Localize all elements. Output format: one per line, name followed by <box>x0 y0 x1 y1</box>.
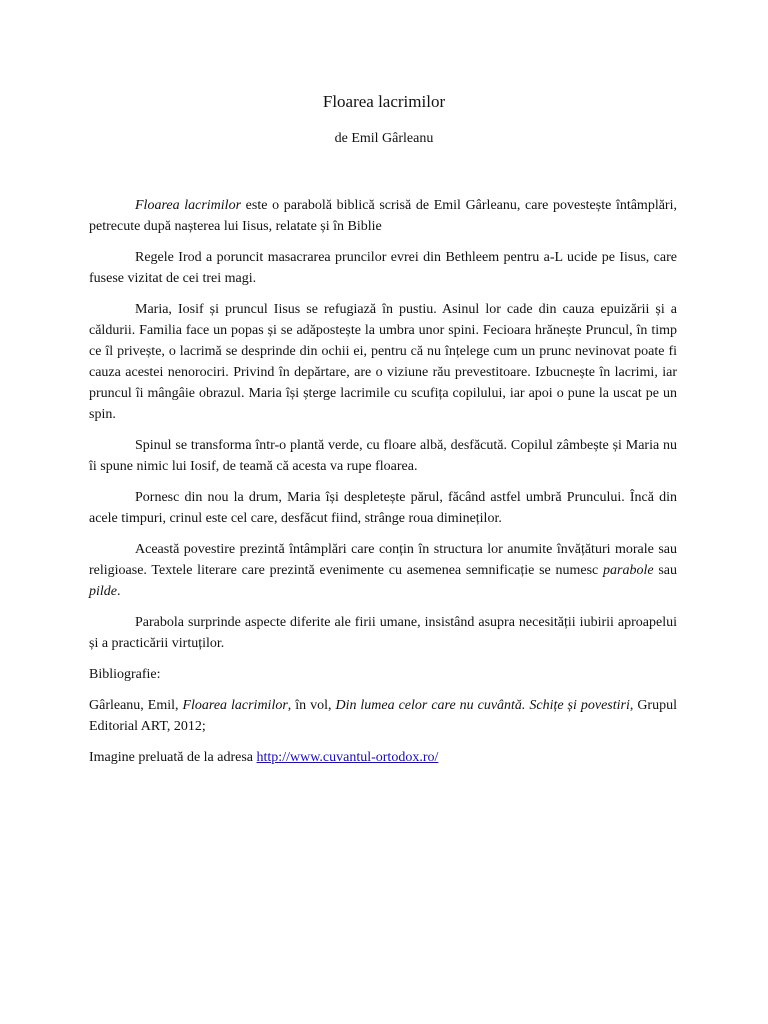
paragraph-1-text: este o parabolă biblică scrisă de Emil Gârleanu, care povestește întâmplări, petrecute după nașterea lui Iisus, relatate și în Biblie <box>89 198 677 234</box>
paragraph-6-sau: sau <box>653 563 677 578</box>
document-body <box>89 195 677 778</box>
paragraph-2: Regele Irod a poruncit masacrarea pruncilor evrei din Bethleem pentru a-L ucide pe Iisus, care fusese vizitat de cei trei magi. <box>89 250 677 286</box>
paragraph-6-text: Această povestire prezintă întâmplări care conțin în structura lor anumite învățături morale sau religioase. Textele literare care prezintă evenimente cu asemenea semnificație se numesc <box>89 542 677 578</box>
bibliography-heading: Bibliografie: <box>89 667 161 682</box>
paragraph-4: Spinul se transforma într-o plantă verde, cu floare albă, desfăcută. Copilul zâmbește și Maria nu îi spune nimic lui Iosif, de teamă că acesta va rupe floarea. <box>89 438 677 474</box>
source-link[interactable]: http://www.cuvantul-ortodox.ro/ <box>256 750 439 765</box>
image-source-text: Imagine preluată de la adresa <box>89 750 257 765</box>
paragraph-3: Maria, Iosif și pruncul Iisus se refugiază în pustiu. Asinul lor cade din cauza epuizării și a căldurii. Familia face un popas și se adăpostește la umbra unor spini. Fecioara hrănește Pruncul, în timp ce îl privește, o lacrimă se desprinde din ochii ei, pentru că nu înțelege cum un prunc nevinovat poate fi cauza acestei nenorociri. Privind în depărtare, are o viziune rău prevestitoare. Izbucnește în lacrimi, iar pruncul îi mângâie obrazul. Maria își șterge lacrimile cu scufița copilului, iar apoi o pune la uscat pe un spin. <box>89 302 677 422</box>
bib-publisher: , Grupul Editorial ART, 2012; <box>89 698 677 734</box>
paragraph-5: Pornesc din nou la drum, Maria își despletește părul, făcând astfel umbră Pruncului. Încă din acele timpuri, crinul este cel care, desfăcut fiind, strânge roua dimineților. <box>89 490 677 526</box>
paragraph-6-end: . <box>117 584 121 599</box>
document-title: Floarea lacrimilor <box>322 92 446 111</box>
document-author: de Emil Gârleanu <box>334 131 434 146</box>
bibliography-entry <box>89 695 677 737</box>
bib-separator: , în vol, <box>287 698 336 713</box>
pilde-italic: pilde <box>89 584 117 599</box>
bib-author: Gârleanu, Emil, <box>89 698 183 713</box>
paragraph-1 <box>89 195 677 237</box>
parabole-italic: parabole <box>603 563 654 578</box>
bib-title-italic: Floarea lacrimilor <box>182 698 288 713</box>
paragraph-7: Parabola surprinde aspecte diferite ale firii umane, insistând asupra necesității iubirii aproapelui și a practicării virtuților. <box>89 615 677 651</box>
paragraph-6 <box>89 539 677 602</box>
work-title-italic: Floarea lacrimilor <box>135 198 242 213</box>
image-source-line <box>89 747 677 768</box>
bib-volume-italic: Din lumea celor care nu cuvântă. Schițe și povestiri <box>335 698 630 713</box>
